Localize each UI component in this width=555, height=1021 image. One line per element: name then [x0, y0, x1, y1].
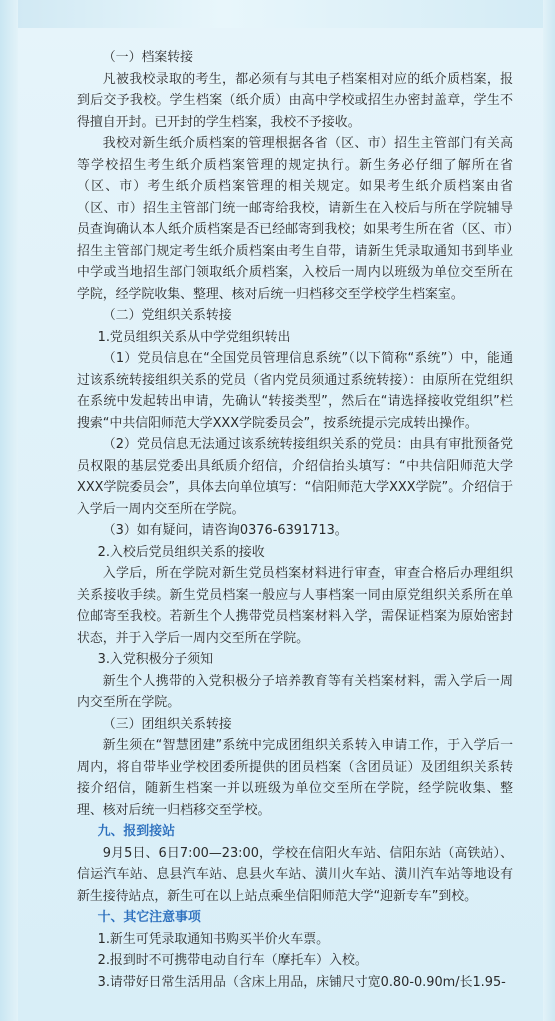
list-item: 2.报到时不可携带电动自行车（摩托车）入校。 [97, 953, 368, 968]
paragraph: 我校对新生纸介质档案的管理根据各省（区、市）招生主管部门有关高等学校招生考生纸介质档案管理的规定执行。新生务必仔细了解所在省（区、市）考生纸介质档案管理的相关规定。如果考生纸介质档案由省（区、市）招生主管部门统一邮寄给我校，请新生在入校后与所在学院辅导员查询确认本人纸介质档案是否已经邮寄到我校；如果考生所在省（区、市）招生主管部门规定考生纸介质档案由考生自带，请新生凭录取通知书到毕业中学或当地招生部门领取纸介质档案，入校后一周内以班级为单位交至所在学院，经学院收集、整理、核对后统一归档移交至学校学生档案室。 [77, 136, 513, 302]
subsection-heading: （三）团组织关系转接 [102, 716, 232, 732]
page-left-border [0, 0, 18, 1021]
page-top-border [0, 0, 555, 28]
paragraph: 入学后，所在学院对新生党员档案材料进行审查，审查合格后办理组织关系接收手续。新生党员档案一般应与人事档案一同由原党组织关系所在单位邮寄至我校。若新生个人携带党员档案材料入学，需保证档案为原始密封状态，并于入学后一周内交至所在学院。 [77, 566, 513, 646]
page-right-border [543, 0, 555, 1021]
document-body [77, 47, 513, 993]
item-heading: 2.入校后党员组织关系的接收 [97, 544, 265, 560]
paragraph: （3）如有疑问，请咨询0376-6391713。 [102, 523, 348, 538]
paragraph: （2）党员信息无法通过该系统转接组织关系的党员：由具有审批预备党员权限的基层党委出具纸质介绍信，介绍信抬头填写：“中共信阳师范大学XXX学院委员会”，具体去向单位填写：“信阳师范大学XXX学院”。介绍信于入学后一周内交至所在学院。 [77, 437, 513, 517]
item-heading: 1.党员组织关系从中学党组织转出 [97, 329, 291, 345]
paragraph: 新生个人携带的入党积极分子培养教育等有关档案材料，需入学后一周内交至所在学院。 [77, 673, 513, 710]
paragraph: 9月5日、6日7:00—23:00，学校在信阳火车站、信阳东站（高铁站）、信运汽车站、息县汽车站、息县火车站、潢川火车站、潢川汽车站等地设有新生接待站点，新生可在以上站点乘坐信阳师范大学“迎新专车”到校。 [77, 845, 513, 904]
section-heading: 九、报到接站 [97, 824, 175, 839]
paragraph: 新生须在“智慧团建”系统中完成团组织关系转入申请工作，于入学后一周内，将自带毕业学校团委所提供的团员档案（含团员证）及团组织关系转接介绍信，随新生档案一并以班级为单位交至所在学院，经学院收集、整理、核对后统一归档移交至学校。 [77, 738, 513, 818]
paragraph: 凡被我校录取的考生，都必须有与其电子档案相对应的纸介质档案，报到后交予我校。学生档案（纸介质）由高中学校或招生办密封盖章，学生不得擅自开封。已开封的学生档案，我校不予接收。 [77, 71, 513, 130]
paragraph: （1）党员信息在“全国党员管理信息系统”（以下简称“系统”）中，能通过该系统转接组织关系的党员（省内党员须通过系统转接）：由原所在党组织在系统中发起转出申请，先确认“转接类型”，然后在“请选择接收党组织”栏搜索“中共信阳师范大学XXX学院委员会”，按系统提示完成转出操作。 [77, 351, 513, 431]
subsection-heading: （二）党组织关系转接 [102, 308, 232, 323]
subsection-heading: （一）档案转接 [102, 50, 194, 65]
section-heading: 十、其它注意事项 [97, 910, 201, 925]
item-heading: 3.入党积极分子须知 [97, 652, 214, 667]
list-item: 3.请带好日常生活用品（含床上用品，床铺尺寸宽0.80-0.90m/长1.95- [97, 974, 506, 990]
list-item: 1.新生可凭录取通知书购买半价火车票。 [97, 931, 330, 947]
